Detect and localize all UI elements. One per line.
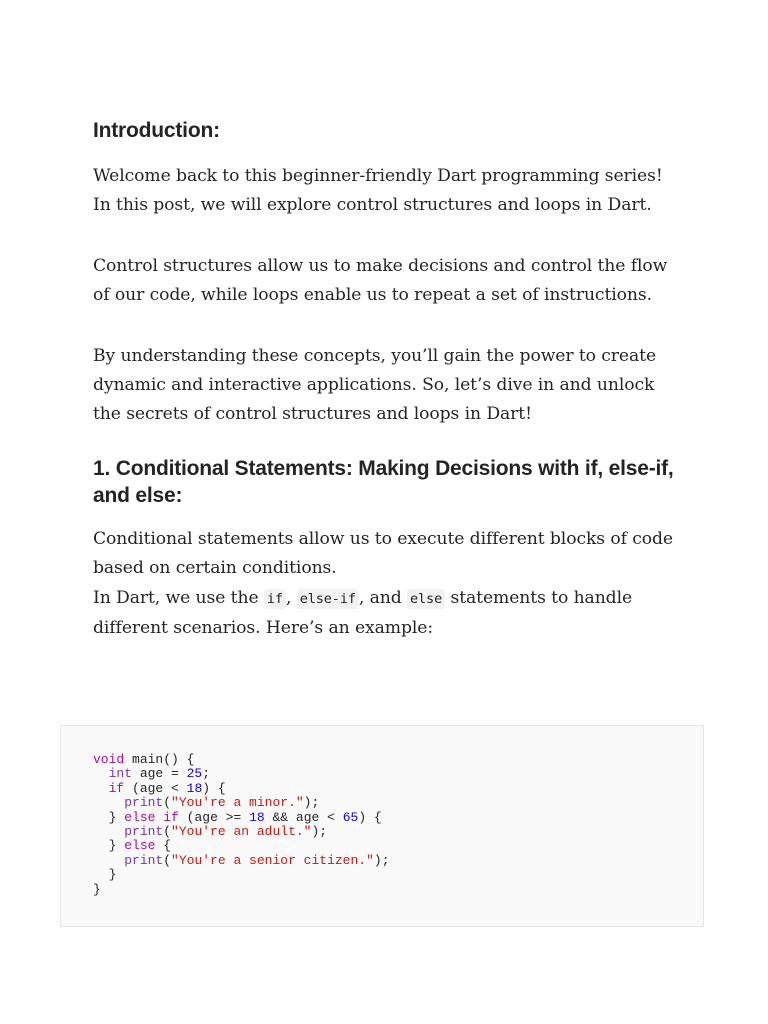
code-token: print [124, 795, 164, 811]
inline-code-else: else [407, 589, 445, 609]
code-token: else [124, 838, 156, 854]
code-line [93, 781, 226, 796]
code-token: 25 [186, 766, 203, 782]
code-token: ( [163, 795, 172, 811]
code-token: ; [202, 766, 211, 782]
code-line [93, 824, 327, 839]
code-token: if [163, 809, 179, 825]
section-1-paragraph-2 [93, 584, 683, 644]
intro-paragraph-2: Control structures allow us to make decisions and control the flow of our code, while loops enable us to repeat a set of instructions. [93, 255, 668, 306]
code-token: "You're a minor." [171, 795, 304, 811]
code-block[interactable] [60, 725, 704, 927]
code-token: print [124, 852, 164, 868]
code-line [93, 795, 319, 810]
text-segment: , [285, 587, 297, 608]
code-token [93, 824, 124, 839]
text-segment: , and [358, 587, 407, 608]
article-body [93, 114, 683, 643]
code-token: { [155, 838, 172, 854]
code-line [93, 853, 390, 868]
code-line [93, 752, 194, 767]
code-token [93, 795, 124, 810]
code-line [93, 882, 101, 897]
code-token: "You're an adult." [171, 824, 312, 840]
code-line [93, 810, 382, 825]
code-token: 18 [186, 780, 203, 796]
code-token: } [93, 881, 101, 897]
code-token: (age >= [178, 809, 250, 825]
code-content[interactable] [93, 753, 390, 897]
intro-paragraph-3: By understanding these concepts, you’ll gain the power to create dynamic and interactive applications. So, let’s dive in and unlock the secrets of control structures and loops in Dart! [93, 345, 657, 425]
code-token: } [93, 838, 125, 854]
text-segment: In Dart, we use the [93, 587, 264, 608]
code-line [93, 867, 116, 882]
code-token: } [93, 867, 117, 883]
code-token [93, 781, 109, 796]
code-token: ( [163, 824, 172, 840]
code-token: ); [311, 824, 328, 840]
section-1-heading: 1. Conditional Statements: Making Decisions with if, else-if, and else: [93, 456, 674, 507]
code-token: ) { [358, 809, 382, 825]
code-token: && age < [264, 809, 343, 825]
code-token: ); [373, 852, 390, 868]
code-token: 65 [342, 809, 359, 825]
code-token: if [108, 780, 125, 796]
intro-paragraph-1: Welcome back to this beginner-friendly Dart programming series! In this post, we will explore control structures and loops in Dart. [93, 166, 663, 216]
code-token: else [124, 809, 156, 825]
section-1-paragraph-1: Conditional statements allow us to execute different blocks of code based on certain conditions. [93, 528, 674, 579]
code-token: void [93, 752, 125, 767]
code-token: ) { [202, 780, 226, 796]
code-line [93, 766, 210, 781]
inline-code-else-if: else-if [297, 589, 359, 609]
code-token: print [124, 824, 164, 840]
code-token [93, 853, 124, 868]
code-token: ); [303, 795, 320, 811]
code-token: } [93, 809, 125, 825]
inline-code-if: if [264, 589, 286, 609]
text-segment: statements to handle different scenarios. Here’s an example: [93, 587, 633, 639]
code-token: ( [163, 852, 172, 868]
code-token [93, 766, 109, 781]
code-token: age = [132, 766, 187, 782]
intro-heading: Introduction: [93, 119, 220, 142]
code-token: (age < [124, 780, 187, 796]
code-token: int [108, 766, 133, 782]
code-line [93, 838, 171, 853]
code-token: 18 [249, 809, 265, 825]
code-token: main() { [124, 752, 195, 767]
code-token: "You're a senior citizen." [171, 852, 374, 868]
